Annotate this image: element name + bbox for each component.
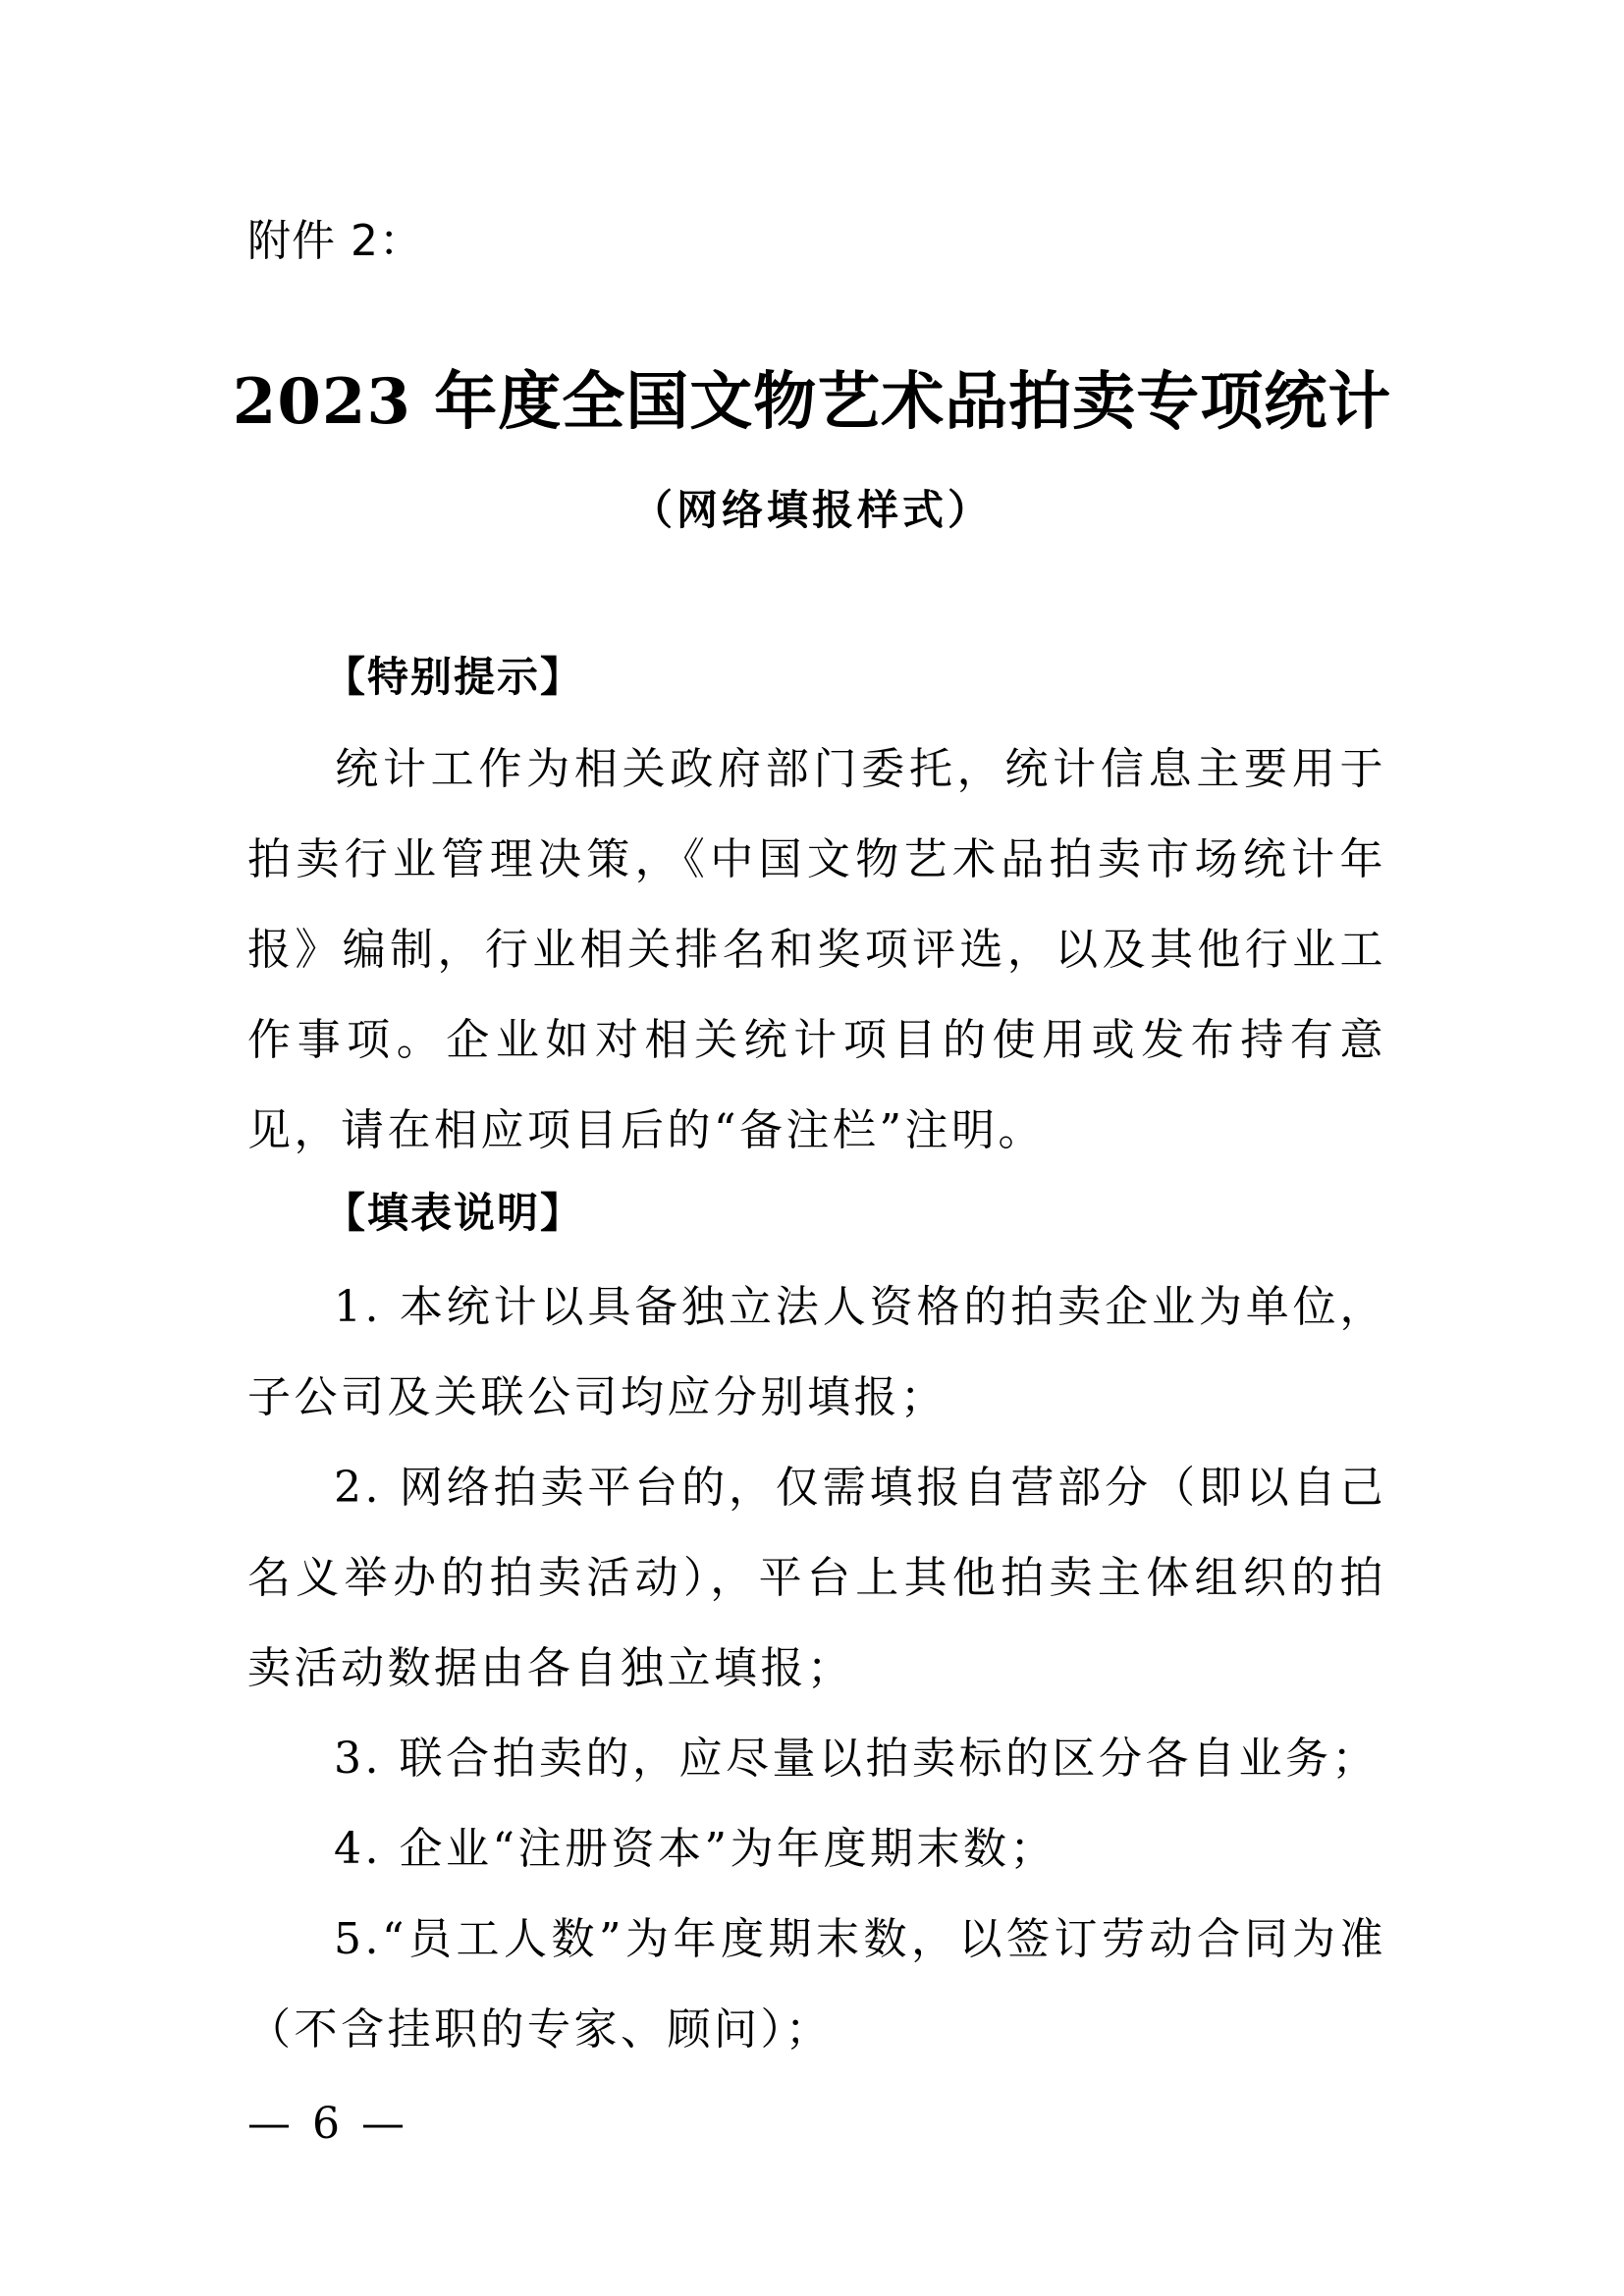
document-title: 2023 年度全国文物艺术品拍卖专项统计 xyxy=(232,365,1392,439)
document-subtitle: （网络填报样式） xyxy=(630,486,993,534)
instruction-item-2-text: 2. 网络拍卖平台的，仅需填报自营部分（即以自己名义举办的拍卖活动），平台上其他拍卖主体组织的拍卖活动数据由各自独立填报； xyxy=(247,1463,1386,1693)
instruction-item-5 xyxy=(247,1895,1386,2075)
instruction-item-1-text: 1. 本统计以具备独立法人资格的拍卖企业为单位，子公司及关联公司均应分别填报； xyxy=(247,1282,1386,1422)
instruction-item-1 xyxy=(247,1262,1386,1443)
instruction-item-2 xyxy=(247,1443,1386,1714)
special-tips-heading: 【特别提示】 xyxy=(324,653,584,701)
instruction-item-3 xyxy=(247,1714,1386,1804)
instructions-heading: 【填表说明】 xyxy=(324,1189,584,1237)
instruction-item-5-text: 5.“员工人数”为年度期末数，以签订劳动合同为准（不含挂职的专家、顾问）； xyxy=(247,1914,1386,2055)
page-number: — 6 — xyxy=(247,2099,408,2149)
attachment-label: 附件 2： xyxy=(247,216,423,266)
instruction-item-4 xyxy=(247,1804,1386,1895)
special-tips-paragraph xyxy=(247,724,1386,1176)
instruction-item-3-text: 3. 联合拍卖的，应尽量以拍卖标的区分各自业务； xyxy=(334,1734,1379,1784)
instruction-item-4-text: 4. 企业“注册资本”为年度期末数； xyxy=(334,1824,1056,1874)
special-tips-text: 统计工作为相关政府部门委托，统计信息主要用于拍卖行业管理决策，《中国文物艺术品拍卖市场统计年报》编制，行业相关排名和奖项评选，以及其他行业工作事项。企业如对相关统计项目的使用或发布持有意见，请在相应项目后的“备注栏”注明。 xyxy=(247,744,1386,1155)
